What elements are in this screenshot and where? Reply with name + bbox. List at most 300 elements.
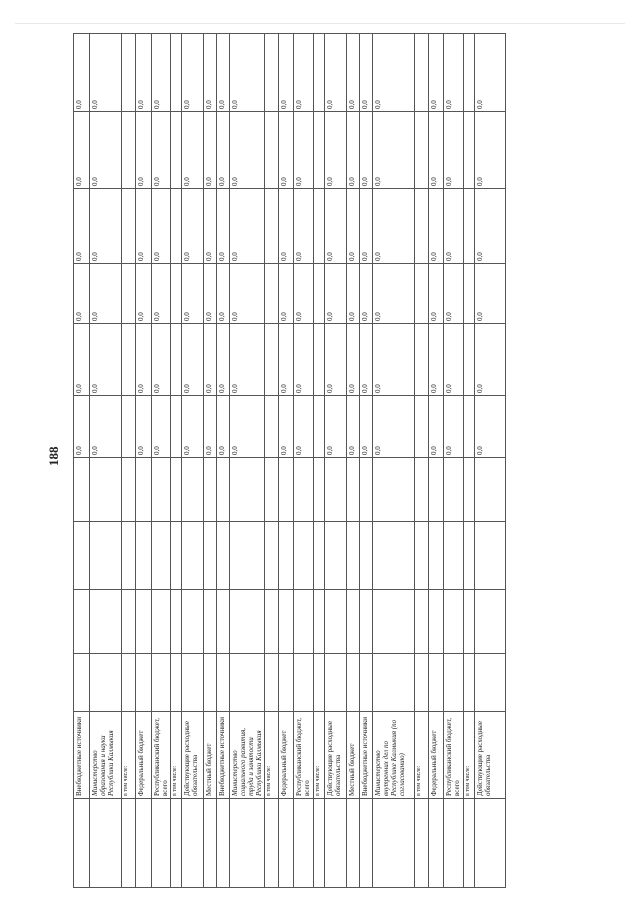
value-cell [475,396,505,458]
cell-value: 0,0 [445,384,453,393]
cell-value: 0,0 [295,312,303,321]
value-cell [152,396,170,458]
row-label-cell [136,712,151,799]
cell-value: 0,0 [476,100,484,109]
cell-value: 0,0 [280,177,288,186]
value-cell [90,33,121,112]
value-cell [314,396,324,458]
cell-value: 0,0 [374,252,382,261]
empty-cell [122,654,135,712]
value-cell [265,264,278,324]
cell-value: 0,0 [153,100,161,109]
value-cell [464,264,474,324]
value-cell [182,264,203,324]
empty-cell [429,799,443,888]
value-cell [347,396,359,458]
value-cell [136,112,151,189]
empty-cell [464,654,474,712]
value-cell [347,189,359,264]
row-label-cell [373,712,414,799]
cell-value: 0,0 [205,312,213,321]
value-cell [279,264,293,324]
value-cell [204,112,216,189]
value-cell [136,189,151,264]
value-cell [152,112,170,189]
value-cell [415,112,428,189]
cell-value: 0,0 [231,384,239,393]
empty-cell [464,458,474,522]
value-cell [230,264,264,324]
value-cell [429,396,443,458]
cell-value: 0,0 [326,252,334,261]
row-label: Внебюджетные источники [361,716,369,796]
empty-cell [347,654,359,712]
cell-value: 0,0 [183,384,191,393]
row-label-cell [360,712,372,799]
value-cell [265,324,278,396]
value-cell [314,264,324,324]
row-label: Министерство внутренних дел по Республике Калмыкия (по согласованию) [374,719,406,796]
value-cell [475,189,505,264]
value-cell [152,33,170,112]
value-cell [122,189,135,264]
cell-value: 0,0 [218,177,226,186]
empty-cell [122,458,135,522]
value-cell [294,396,313,458]
value-cell [74,112,89,189]
empty-cell [204,522,216,590]
row-label: Федеральный бюджет [280,730,288,796]
cell-value: 0,0 [183,312,191,321]
empty-cell [230,590,264,654]
empty-cell [415,522,428,590]
value-cell [294,112,313,189]
empty-cell [475,458,505,522]
empty-cell [325,522,346,590]
value-cell [265,112,278,189]
value-cell [90,396,121,458]
value-cell [204,264,216,324]
empty-cell [314,522,324,590]
empty-cell [136,799,151,888]
cell-value: 0,0 [91,384,99,393]
cell-value: 0,0 [374,446,382,455]
value-cell [265,396,278,458]
value-cell [74,189,89,264]
value-cell [204,324,216,396]
cell-value: 0,0 [326,177,334,186]
value-cell [122,396,135,458]
empty-cell [152,654,170,712]
row-label-cell [444,712,463,799]
value-cell [136,264,151,324]
empty-cell [279,799,293,888]
empty-cell [444,799,463,888]
empty-cell [90,458,121,522]
empty-cell [74,522,89,590]
empty-cell [475,799,505,888]
row-label-cell [475,712,505,799]
cell-value: 0,0 [348,100,356,109]
cell-value: 0,0 [430,100,438,109]
empty-cell [152,590,170,654]
empty-cell [444,654,463,712]
value-cell [265,189,278,264]
value-cell [444,396,463,458]
table-row [359,33,372,888]
empty-cell [325,590,346,654]
empty-cell [429,458,443,522]
table-row [229,33,264,888]
value-cell [182,396,203,458]
cell-value: 0,0 [218,100,226,109]
cell-value: 0,0 [326,384,334,393]
empty-cell [347,799,359,888]
table-row [135,33,151,888]
cell-value: 0,0 [75,177,83,186]
empty-cell [314,654,324,712]
table-row [151,33,170,888]
empty-cell [360,799,372,888]
empty-cell [230,522,264,590]
empty-cell [279,654,293,712]
value-cell [444,189,463,264]
cell-value: 0,0 [218,252,226,261]
cell-value: 0,0 [295,384,303,393]
cell-value: 0,0 [231,446,239,455]
value-cell [182,33,203,112]
empty-cell [325,799,346,888]
value-cell [230,33,264,112]
empty-cell [217,522,229,590]
value-cell [230,112,264,189]
cell-value: 0,0 [280,446,288,455]
empty-cell [347,522,359,590]
cell-value: 0,0 [218,312,226,321]
empty-cell [217,654,229,712]
cell-value: 0,0 [75,384,83,393]
value-cell [464,396,474,458]
empty-cell [279,590,293,654]
value-cell [325,264,346,324]
empty-cell [429,522,443,590]
empty-cell [136,590,151,654]
row-label-cell [182,712,203,799]
value-cell [373,33,414,112]
value-cell [314,112,324,189]
value-cell [217,33,229,112]
value-cell [444,264,463,324]
empty-cell [444,522,463,590]
empty-cell [182,590,203,654]
empty-cell [74,654,89,712]
row-label: Республиканский бюджет, всего [153,718,169,796]
value-cell [122,324,135,396]
value-cell [122,112,135,189]
empty-cell [122,590,135,654]
empty-cell [444,458,463,522]
empty-cell [373,654,414,712]
empty-cell [347,458,359,522]
value-cell [347,33,359,112]
value-cell [74,33,89,112]
cell-value: 0,0 [326,100,334,109]
value-cell [415,324,428,396]
cell-value: 0,0 [153,446,161,455]
value-cell [373,189,414,264]
value-cell [294,33,313,112]
empty-cell [373,458,414,522]
value-cell [294,264,313,324]
table-row [89,33,121,888]
row-label: Местный бюджет [205,743,213,796]
empty-cell [294,522,313,590]
cell-value: 0,0 [295,177,303,186]
row-label: Министерство образования и науки Республики Калмыкия [91,730,115,796]
row-label: Республиканский бюджет, всего [445,718,461,796]
empty-cell [360,522,372,590]
cell-value: 0,0 [280,384,288,393]
value-cell [217,189,229,264]
table-row [346,33,359,888]
value-cell [217,112,229,189]
row-label: Внебюджетные источники [75,716,83,796]
value-cell [74,264,89,324]
empty-cell [217,458,229,522]
cell-value: 0,0 [137,177,145,186]
empty-cell [265,458,278,522]
row-label-cell [347,712,359,799]
empty-cell [265,654,278,712]
row-label-cell [171,712,181,799]
table-row [203,33,216,888]
empty-cell [429,590,443,654]
row-label-cell [90,712,121,799]
value-cell [279,324,293,396]
cell-value: 0,0 [348,312,356,321]
value-cell [360,324,372,396]
table-row [181,33,203,888]
empty-cell [464,799,474,888]
cell-value: 0,0 [348,252,356,261]
value-cell [279,189,293,264]
rotated-table-container [63,33,621,888]
cell-value: 0,0 [445,100,453,109]
value-cell [74,396,89,458]
table-row [428,33,443,888]
cell-value: 0,0 [326,312,334,321]
row-label: Республиканский бюджет, всего [295,718,311,796]
page-number: 188 [46,446,61,466]
empty-cell [171,590,181,654]
value-cell [464,189,474,264]
value-cell [444,324,463,396]
cell-value: 0,0 [430,177,438,186]
cell-value: 0,0 [476,446,484,455]
empty-cell [122,522,135,590]
cell-value: 0,0 [374,177,382,186]
empty-cell [217,590,229,654]
row-label: Действующие расходные обязательства [476,721,492,796]
value-cell [204,33,216,112]
value-cell [429,324,443,396]
empty-cell [415,654,428,712]
empty-cell [230,458,264,522]
empty-cell [464,590,474,654]
cell-value: 0,0 [295,252,303,261]
cell-value: 0,0 [183,252,191,261]
empty-cell [230,654,264,712]
empty-cell [182,458,203,522]
cell-value: 0,0 [326,446,334,455]
value-cell [325,189,346,264]
value-cell [373,264,414,324]
value-cell [314,189,324,264]
value-cell [152,189,170,264]
empty-cell [415,458,428,522]
table-row [372,33,414,888]
cell-value: 0,0 [430,446,438,455]
cell-value: 0,0 [476,177,484,186]
row-label: Федеральный бюджет [137,730,145,796]
cell-value: 0,0 [361,100,369,109]
value-cell [347,112,359,189]
value-cell [415,33,428,112]
empty-cell [314,590,324,654]
value-cell [373,112,414,189]
empty-cell [182,654,203,712]
cell-value: 0,0 [374,100,382,109]
value-cell [429,33,443,112]
cell-value: 0,0 [205,252,213,261]
row-label: Внебюджетные источники [218,716,226,796]
row-label-cell [325,712,346,799]
cell-value: 0,0 [91,312,99,321]
empty-cell [294,654,313,712]
value-cell [136,33,151,112]
empty-cell [360,590,372,654]
value-cell [429,189,443,264]
value-cell [171,189,181,264]
empty-cell [415,590,428,654]
cell-value: 0,0 [231,100,239,109]
empty-cell [265,522,278,590]
budget-table [63,33,621,888]
value-cell [90,112,121,189]
value-cell [415,189,428,264]
cell-value: 0,0 [348,384,356,393]
row-label: в том числе: [416,765,422,796]
cell-value: 0,0 [445,312,453,321]
empty-cell [360,654,372,712]
empty-cell [204,799,216,888]
row-label-cell [122,712,135,799]
value-cell [136,324,151,396]
value-cell [279,33,293,112]
value-cell [360,264,372,324]
row-label-cell [314,712,324,799]
value-cell [464,33,474,112]
value-cell [171,324,181,396]
cell-value: 0,0 [183,446,191,455]
empty-cell [475,522,505,590]
cell-value: 0,0 [445,252,453,261]
empty-cell [171,799,181,888]
value-cell [279,112,293,189]
empty-cell [230,799,264,888]
table-row [264,33,278,888]
cell-value: 0,0 [476,384,484,393]
value-cell [347,324,359,396]
cell-value: 0,0 [430,252,438,261]
row-label: в том числе: [315,765,321,796]
cell-value: 0,0 [137,252,145,261]
value-cell [74,324,89,396]
value-cell [325,33,346,112]
cell-value: 0,0 [137,100,145,109]
cell-value: 0,0 [445,177,453,186]
cell-value: 0,0 [280,100,288,109]
value-cell [475,264,505,324]
table-row [278,33,293,888]
cell-value: 0,0 [205,384,213,393]
row-label: Федеральный бюджет [430,730,438,796]
empty-cell [122,799,135,888]
cell-value: 0,0 [91,177,99,186]
empty-cell [294,458,313,522]
row-label: Действующие расходные обязательства [183,721,199,796]
empty-cell [314,458,324,522]
scan-top-rule [15,23,625,24]
row-label-cell [204,712,216,799]
value-cell [230,324,264,396]
value-cell [204,396,216,458]
row-label: Действующие расходные обязательства [326,721,342,796]
cell-value: 0,0 [476,252,484,261]
value-cell [230,396,264,458]
empty-cell [279,522,293,590]
table-row [216,33,229,888]
row-label: в том числе: [123,765,129,796]
cell-value: 0,0 [374,384,382,393]
row-label-cell [429,712,443,799]
value-cell [122,264,135,324]
value-cell [415,396,428,458]
empty-cell [204,590,216,654]
value-cell [475,33,505,112]
value-cell [265,33,278,112]
row-label: Местный бюджет [348,743,356,796]
empty-cell [152,522,170,590]
value-cell [294,324,313,396]
value-cell [122,33,135,112]
value-cell [360,33,372,112]
empty-cell [136,458,151,522]
cell-value: 0,0 [430,384,438,393]
cell-value: 0,0 [231,312,239,321]
value-cell [475,112,505,189]
empty-cell [475,590,505,654]
cell-value: 0,0 [91,252,99,261]
value-cell [429,112,443,189]
empty-cell [204,458,216,522]
value-cell [182,324,203,396]
empty-cell [74,590,89,654]
table-row [443,33,463,888]
empty-cell [182,799,203,888]
cell-value: 0,0 [445,446,453,455]
empty-cell [347,590,359,654]
